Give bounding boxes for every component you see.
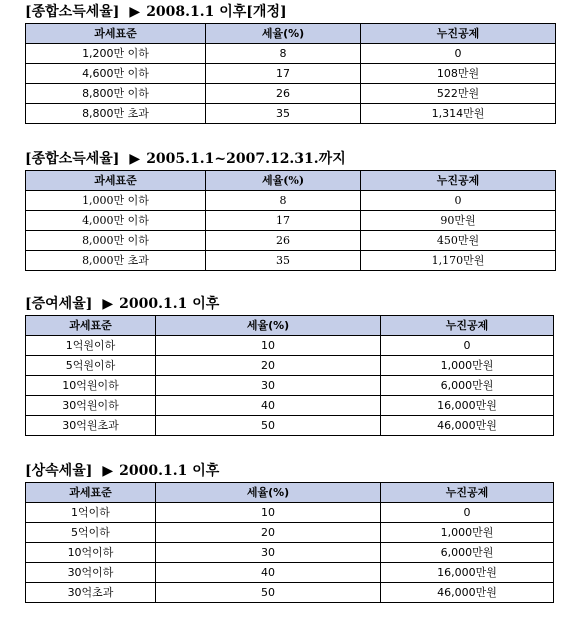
- column-header-deduction: 누진공제: [381, 483, 554, 503]
- cell-tax-base: 4,600만 이하: [26, 64, 206, 84]
- cell-tax-base: 8,800만 이하: [26, 84, 206, 104]
- cell-rate: 26: [206, 84, 361, 104]
- cell-rate: 50: [156, 416, 381, 436]
- table-row: [26, 64, 556, 84]
- cell-rate: 35: [206, 251, 361, 271]
- table-row: [26, 523, 554, 543]
- section-title-label: [증여세율]: [25, 296, 93, 312]
- cell-rate: 8: [206, 44, 361, 64]
- cell-deduction: 16,000만원: [381, 396, 554, 416]
- cell-tax-base: 10억이하: [26, 543, 156, 563]
- section-income-tax-2005: [25, 150, 556, 271]
- section-income-tax-2008: [25, 3, 556, 124]
- column-header-rate: 세율(%): [156, 483, 381, 503]
- table-row: [26, 396, 554, 416]
- cell-tax-base: 5억원이하: [26, 356, 156, 376]
- column-header-rate: 세율(%): [206, 24, 361, 44]
- column-header-tax-base: 과세표준: [26, 171, 206, 191]
- table-row: [26, 84, 556, 104]
- tax-table: [25, 170, 556, 271]
- cell-deduction: 108만원: [361, 64, 556, 84]
- table-row: [26, 583, 554, 603]
- cell-tax-base: 5억이하: [26, 523, 156, 543]
- cell-rate: 40: [156, 396, 381, 416]
- table-header-row: [26, 24, 556, 44]
- column-header-rate: 세율(%): [206, 171, 361, 191]
- cell-tax-base: 1,200만 이하: [26, 44, 206, 64]
- section-title: [25, 3, 556, 21]
- cell-rate: 30: [156, 543, 381, 563]
- cell-deduction: 450만원: [361, 231, 556, 251]
- table-row: [26, 356, 554, 376]
- table-row: [26, 503, 554, 523]
- cell-deduction: 1,000만원: [381, 523, 554, 543]
- cell-tax-base: 30억초과: [26, 583, 156, 603]
- tax-table: [25, 23, 556, 124]
- cell-tax-base: 30억원이하: [26, 396, 156, 416]
- section-title-label: [종합소득세율]: [25, 151, 120, 167]
- cell-tax-base: 8,800만 초과: [26, 104, 206, 124]
- cell-tax-base: 1억원이하: [26, 336, 156, 356]
- column-header-tax-base: 과세표준: [26, 24, 206, 44]
- table-row: [26, 563, 554, 583]
- table-row: [26, 416, 554, 436]
- column-header-tax-base: 과세표준: [26, 316, 156, 336]
- cell-tax-base: 1,000만 이하: [26, 191, 206, 211]
- cell-rate: 20: [156, 523, 381, 543]
- table-row: [26, 336, 554, 356]
- cell-rate: 26: [206, 231, 361, 251]
- cell-deduction: 6,000만원: [381, 543, 554, 563]
- table-header-row: [26, 483, 554, 503]
- table-row: [26, 543, 554, 563]
- cell-deduction: 6,000만원: [381, 376, 554, 396]
- arrow-right-icon: ▶: [102, 463, 114, 479]
- column-header-tax-base: 과세표준: [26, 483, 156, 503]
- cell-deduction: 1,314만원: [361, 104, 556, 124]
- section-gift-tax: [25, 295, 554, 436]
- cell-deduction: 0: [361, 191, 556, 211]
- section-title-label: [종합소득세율]: [25, 4, 120, 20]
- section-title: [25, 462, 554, 480]
- section-title: [25, 150, 556, 168]
- table-row: [26, 191, 556, 211]
- section-title: [25, 295, 554, 313]
- cell-tax-base: 8,000만 이하: [26, 231, 206, 251]
- cell-deduction: 0: [361, 44, 556, 64]
- tax-table: [25, 482, 554, 603]
- cell-rate: 35: [206, 104, 361, 124]
- table-row: [26, 231, 556, 251]
- cell-rate: 50: [156, 583, 381, 603]
- table-row: [26, 104, 556, 124]
- arrow-right-icon: ▶: [129, 151, 141, 167]
- column-header-deduction: 누진공제: [381, 316, 554, 336]
- table-row: [26, 211, 556, 231]
- cell-rate: 10: [156, 503, 381, 523]
- cell-tax-base: 30억원초과: [26, 416, 156, 436]
- cell-rate: 30: [156, 376, 381, 396]
- cell-tax-base: 1억이하: [26, 503, 156, 523]
- cell-rate: 17: [206, 211, 361, 231]
- cell-deduction: 1,170만원: [361, 251, 556, 271]
- cell-rate: 10: [156, 336, 381, 356]
- cell-deduction: 522만원: [361, 84, 556, 104]
- cell-tax-base: 30억이하: [26, 563, 156, 583]
- column-header-deduction: 누진공제: [361, 171, 556, 191]
- cell-deduction: 16,000만원: [381, 563, 554, 583]
- cell-deduction: 1,000만원: [381, 356, 554, 376]
- section-subtitle: 2008.1.1 이후[개정]: [146, 4, 287, 20]
- cell-tax-base: 8,000만 초과: [26, 251, 206, 271]
- section-subtitle: 2000.1.1 이후: [119, 463, 220, 479]
- cell-rate: 20: [156, 356, 381, 376]
- cell-deduction: 0: [381, 336, 554, 356]
- column-header-deduction: 누진공제: [361, 24, 556, 44]
- section-subtitle: 2005.1.1~2007.12.31.까지: [146, 151, 346, 167]
- cell-deduction: 90만원: [361, 211, 556, 231]
- cell-deduction: 0: [381, 503, 554, 523]
- section-subtitle: 2000.1.1 이후: [119, 296, 220, 312]
- cell-deduction: 46,000만원: [381, 416, 554, 436]
- table-row: [26, 376, 554, 396]
- arrow-right-icon: ▶: [102, 296, 114, 312]
- arrow-right-icon: ▶: [129, 4, 141, 20]
- section-inheritance-tax: [25, 462, 554, 603]
- cell-rate: 8: [206, 191, 361, 211]
- cell-tax-base: 10억원이하: [26, 376, 156, 396]
- cell-rate: 40: [156, 563, 381, 583]
- cell-rate: 17: [206, 64, 361, 84]
- table-row: [26, 251, 556, 271]
- cell-tax-base: 4,000만 이하: [26, 211, 206, 231]
- section-title-label: [상속세율]: [25, 463, 93, 479]
- table-row: [26, 44, 556, 64]
- column-header-rate: 세율(%): [156, 316, 381, 336]
- tax-table: [25, 315, 554, 436]
- table-header-row: [26, 316, 554, 336]
- table-header-row: [26, 171, 556, 191]
- cell-deduction: 46,000만원: [381, 583, 554, 603]
